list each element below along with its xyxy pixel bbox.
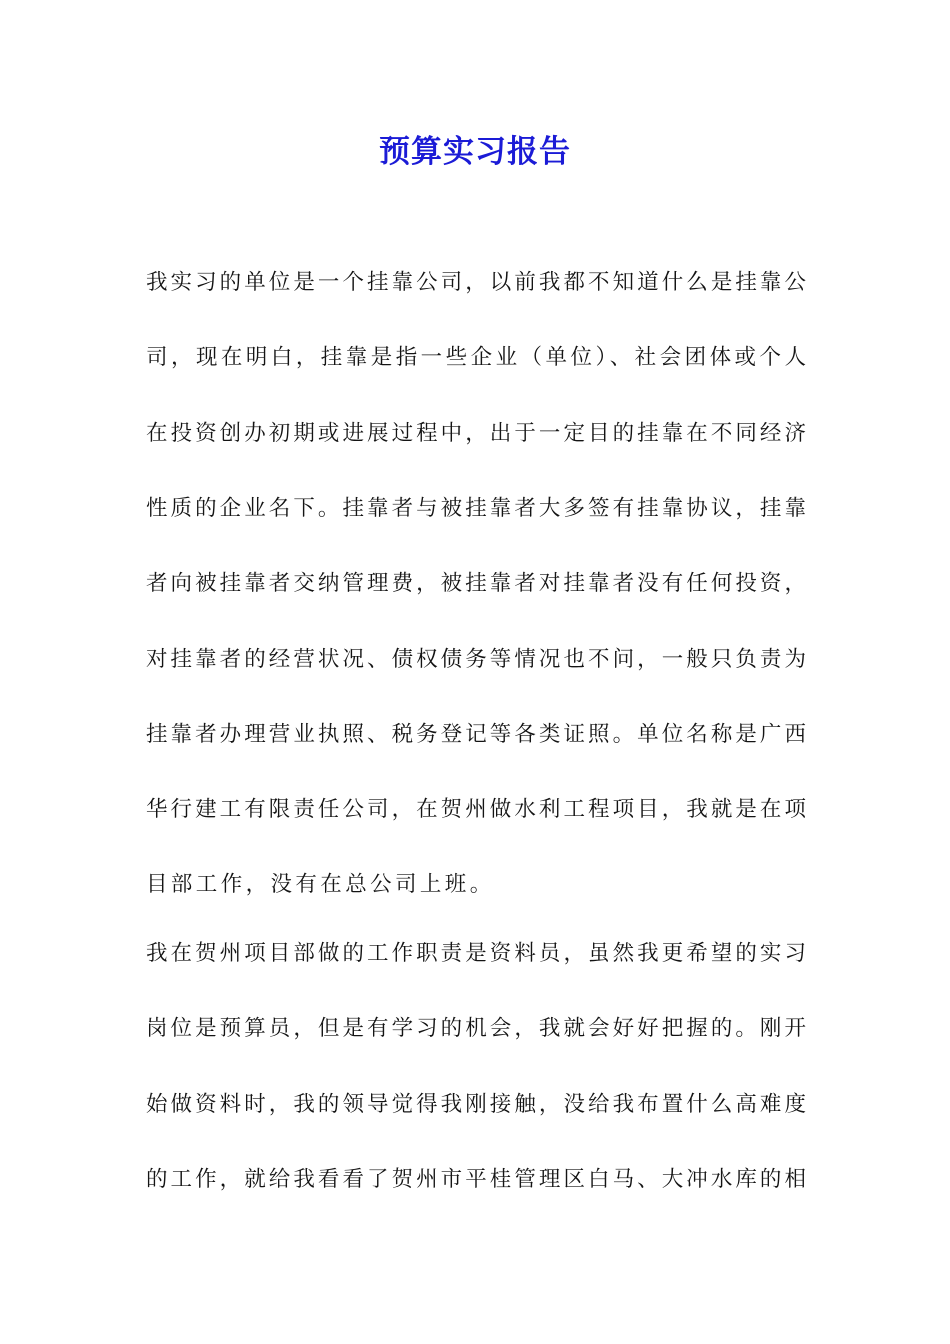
document-title: 预算实习报告 [379, 134, 571, 170]
paragraph-line: 华行建工有限责任公司，在贺州做水利工程项目，我就是在项 [146, 797, 806, 822]
paragraph-line: 始做资料时，我的领导觉得我刚接触，没给我布置什么高难度 [146, 1092, 806, 1117]
paragraph-line: 目部工作，没有在总公司上班。 [146, 872, 495, 897]
paragraph-line: 性质的企业名下。挂靠者与被挂靠者大多签有挂靠协议，挂靠 [146, 496, 806, 521]
paragraph-line: 对挂靠者的经营状况、债权债务等情况也不问，一般只负责为 [146, 647, 806, 672]
paragraph-line: 挂靠者办理营业执照、税务登记等各类证照。单位名称是广西 [146, 722, 806, 747]
paragraph-line: 我在贺州项目部做的工作职责是资料员，虽然我更希望的实习 [146, 941, 806, 966]
paragraph-line: 岗位是预算员，但是有学习的机会，我就会好好把握的。刚开 [146, 1016, 806, 1041]
paragraph-line: 在投资创办初期或进展过程中，出于一定目的挂靠在不同经济 [146, 421, 806, 446]
paragraph-line: 我实习的单位是一个挂靠公司，以前我都不知道什么是挂靠公 [146, 270, 806, 295]
paragraph-line: 者向被挂靠者交纳管理费，被挂靠者对挂靠者没有任何投资， [146, 571, 806, 596]
paragraph-line: 司，现在明白，挂靠是指一些企业（单位）、社会团体或个人 [146, 345, 806, 370]
paragraph-line: 的工作，就给我看看了贺州市平桂管理区白马、大冲水库的相 [146, 1167, 806, 1192]
